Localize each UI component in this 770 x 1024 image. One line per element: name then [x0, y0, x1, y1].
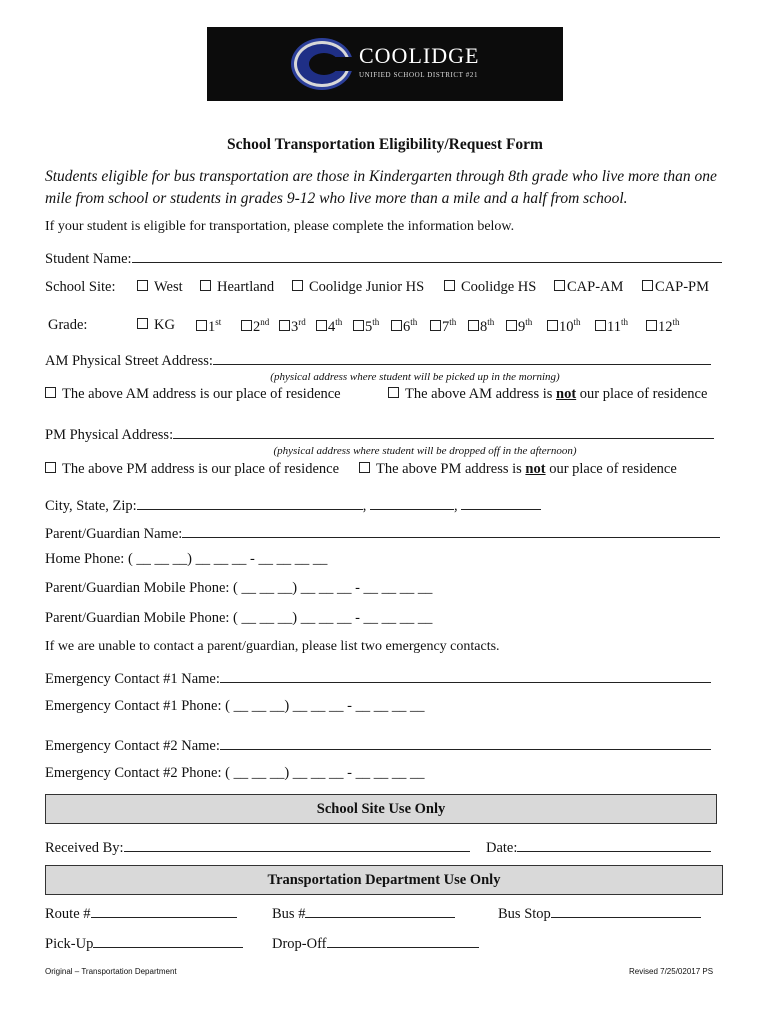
- zip-field[interactable]: [461, 496, 541, 510]
- route-field[interactable]: [91, 904, 237, 918]
- ec1-name-row: [45, 669, 711, 688]
- footer-right: Revised 7/25/02017 PS: [629, 967, 714, 976]
- dropoff-row: [272, 934, 479, 953]
- checkbox[interactable]: [316, 320, 327, 331]
- am-address-note: (physical address where student will be picked up in the morning): [270, 371, 560, 383]
- received-by-row: [45, 838, 470, 857]
- student-name-row: [45, 249, 722, 268]
- parent-name-label: Parent/Guardian Name:: [45, 526, 183, 542]
- ec1-name-label: Emergency Contact #1 Name:: [45, 671, 220, 687]
- grade-option-kg[interactable]: KG: [137, 317, 175, 334]
- received-by-label: Received By:: [45, 840, 124, 856]
- checkbox[interactable]: [200, 280, 211, 291]
- grade-option-8[interactable]: 8th: [468, 317, 494, 336]
- site-option-heartland[interactable]: Heartland: [200, 279, 274, 296]
- checkbox[interactable]: [292, 280, 303, 291]
- checkbox[interactable]: [506, 320, 517, 331]
- dropoff-field[interactable]: [327, 934, 479, 948]
- parent-mobile-phone-1[interactable]: Parent/Guardian Mobile Phone: ( __ __ __) __ __ __ - __ __ __ __: [45, 580, 433, 596]
- pm-address-label: PM Physical Address:: [45, 427, 174, 443]
- parent-name-field[interactable]: [182, 524, 720, 538]
- pm-address-field[interactable]: [173, 425, 714, 439]
- grade-option-12[interactable]: 12th: [646, 317, 680, 336]
- pm-residence-yes[interactable]: The above PM address is our place of residence: [45, 461, 339, 478]
- am-address-row: [45, 351, 711, 370]
- eligibility-intro: Students eligible for bus transportation are those in Kindergarten through 8th grade who live more than one mile from school or students in grades 9-12 who live more than a mile and a half from school.: [45, 168, 717, 207]
- date-field[interactable]: [517, 838, 711, 852]
- am-address-label: AM Physical Street Address:: [45, 353, 213, 369]
- pickup-row: [45, 934, 243, 953]
- school-use-header: School Site Use Only: [45, 794, 717, 824]
- student-name-field[interactable]: [132, 249, 722, 263]
- bus-row: [272, 904, 455, 923]
- ec2-name-label: Emergency Contact #2 Name:: [45, 738, 220, 754]
- ec2-phone-field[interactable]: Emergency Contact #2 Phone: ( __ __ __) __ __ __ - __ __ __ __: [45, 765, 425, 781]
- checkbox[interactable]: [554, 280, 565, 291]
- checkbox[interactable]: [359, 462, 370, 473]
- district-logo: [207, 27, 563, 101]
- emergency-note: If we are unable to contact a parent/guardian, please list two emergency contacts.: [45, 639, 500, 654]
- checkbox[interactable]: [547, 320, 558, 331]
- date-label: Date:: [486, 840, 518, 856]
- am-residence-no[interactable]: The above AM address is not our place of residence: [388, 386, 707, 403]
- grade-option-9[interactable]: 9th: [506, 317, 532, 336]
- site-option-cap-pm[interactable]: CAP-PM: [642, 279, 709, 296]
- grade-option-6[interactable]: 6th: [391, 317, 417, 336]
- site-option-coolidge-hs[interactable]: Coolidge HS: [444, 279, 536, 296]
- bus-label: Bus #: [272, 906, 306, 922]
- checkbox[interactable]: [45, 462, 56, 473]
- school-site-label: School Site:: [45, 279, 116, 295]
- site-option-coolidge-jr-hs[interactable]: Coolidge Junior HS: [292, 279, 424, 296]
- route-label: Route #: [45, 906, 91, 922]
- home-phone-field[interactable]: Home Phone: ( __ __ __) __ __ __ - __ __ __ __: [45, 551, 328, 567]
- pickup-field[interactable]: [93, 934, 243, 948]
- route-row: [45, 904, 237, 923]
- pm-address-row: [45, 425, 714, 444]
- bus-stop-row: [498, 904, 701, 923]
- checkbox[interactable]: [642, 280, 653, 291]
- checkbox[interactable]: [468, 320, 479, 331]
- ec1-phone-field[interactable]: Emergency Contact #1 Phone: ( __ __ __) __ __ __ - __ __ __ __: [45, 698, 425, 714]
- bus-field[interactable]: [305, 904, 455, 918]
- state-field[interactable]: [370, 496, 454, 510]
- bus-stop-field[interactable]: [551, 904, 701, 918]
- city-field[interactable]: [137, 496, 363, 510]
- received-by-field[interactable]: [124, 838, 470, 852]
- checkbox[interactable]: [595, 320, 606, 331]
- logo-name: COOLIDGE: [359, 43, 480, 68]
- checkbox[interactable]: [241, 320, 252, 331]
- ec2-name-field[interactable]: [220, 736, 711, 750]
- checkbox[interactable]: [391, 320, 402, 331]
- form-title: School Transportation Eligibility/Request Form: [227, 136, 543, 153]
- logo-subtitle: UNIFIED SCHOOL DISTRICT #21: [359, 71, 479, 79]
- pickup-label: Pick-Up: [45, 936, 94, 952]
- pm-address-note: (physical address where student will be dropped off in the afternoon): [273, 445, 577, 457]
- grade-option-4[interactable]: 4th: [316, 317, 342, 336]
- checkbox[interactable]: [137, 280, 148, 291]
- am-residence-yes[interactable]: The above AM address is our place of residence: [45, 386, 341, 403]
- grade-option-3[interactable]: 3rd: [279, 317, 306, 336]
- city-state-zip-row: City, State, Zip: , ,: [45, 496, 541, 515]
- parent-mobile-phone-2[interactable]: Parent/Guardian Mobile Phone: ( __ __ __) __ __ __ - __ __ __ __: [45, 610, 433, 626]
- am-address-field[interactable]: [213, 351, 711, 365]
- checkbox[interactable]: [45, 387, 56, 398]
- site-option-west[interactable]: West: [137, 279, 183, 296]
- grade-option-7[interactable]: 7th: [430, 317, 456, 336]
- ec2-name-row: [45, 736, 711, 755]
- checkbox[interactable]: [353, 320, 364, 331]
- checkbox[interactable]: [388, 387, 399, 398]
- transport-use-header: Transportation Department Use Only: [45, 865, 723, 895]
- checkbox[interactable]: [196, 320, 207, 331]
- parent-name-row: [45, 524, 720, 543]
- bus-stop-label: Bus Stop: [498, 906, 551, 922]
- pm-residence-no[interactable]: The above PM address is not our place of residence: [359, 461, 677, 478]
- checkbox[interactable]: [444, 280, 455, 291]
- checkbox[interactable]: [646, 320, 657, 331]
- checkbox[interactable]: [430, 320, 441, 331]
- ec1-name-field[interactable]: [220, 669, 711, 683]
- grade-option-11[interactable]: 11th: [595, 317, 628, 336]
- grade-option-1[interactable]: 1st: [196, 317, 221, 336]
- city-state-zip-label: City, State, Zip:: [45, 498, 137, 514]
- grade-option-2[interactable]: 2nd: [241, 317, 269, 336]
- checkbox[interactable]: [279, 320, 290, 331]
- checkbox[interactable]: [137, 318, 148, 329]
- date-row: [486, 838, 711, 857]
- coolidge-c-logo-icon: [289, 35, 355, 93]
- student-name-label: Student Name:: [45, 251, 132, 267]
- instruction-text: If your student is eligible for transportation, please complete the information below.: [45, 219, 515, 234]
- footer-left: Original – Transportation Department: [45, 967, 177, 976]
- dropoff-label: Drop-Off: [272, 936, 327, 952]
- grade-option-5[interactable]: 5th: [353, 317, 379, 336]
- grade-label: Grade:: [48, 317, 88, 333]
- grade-option-10[interactable]: 10th: [547, 317, 581, 336]
- site-option-cap-am[interactable]: CAP-AM: [554, 279, 623, 296]
